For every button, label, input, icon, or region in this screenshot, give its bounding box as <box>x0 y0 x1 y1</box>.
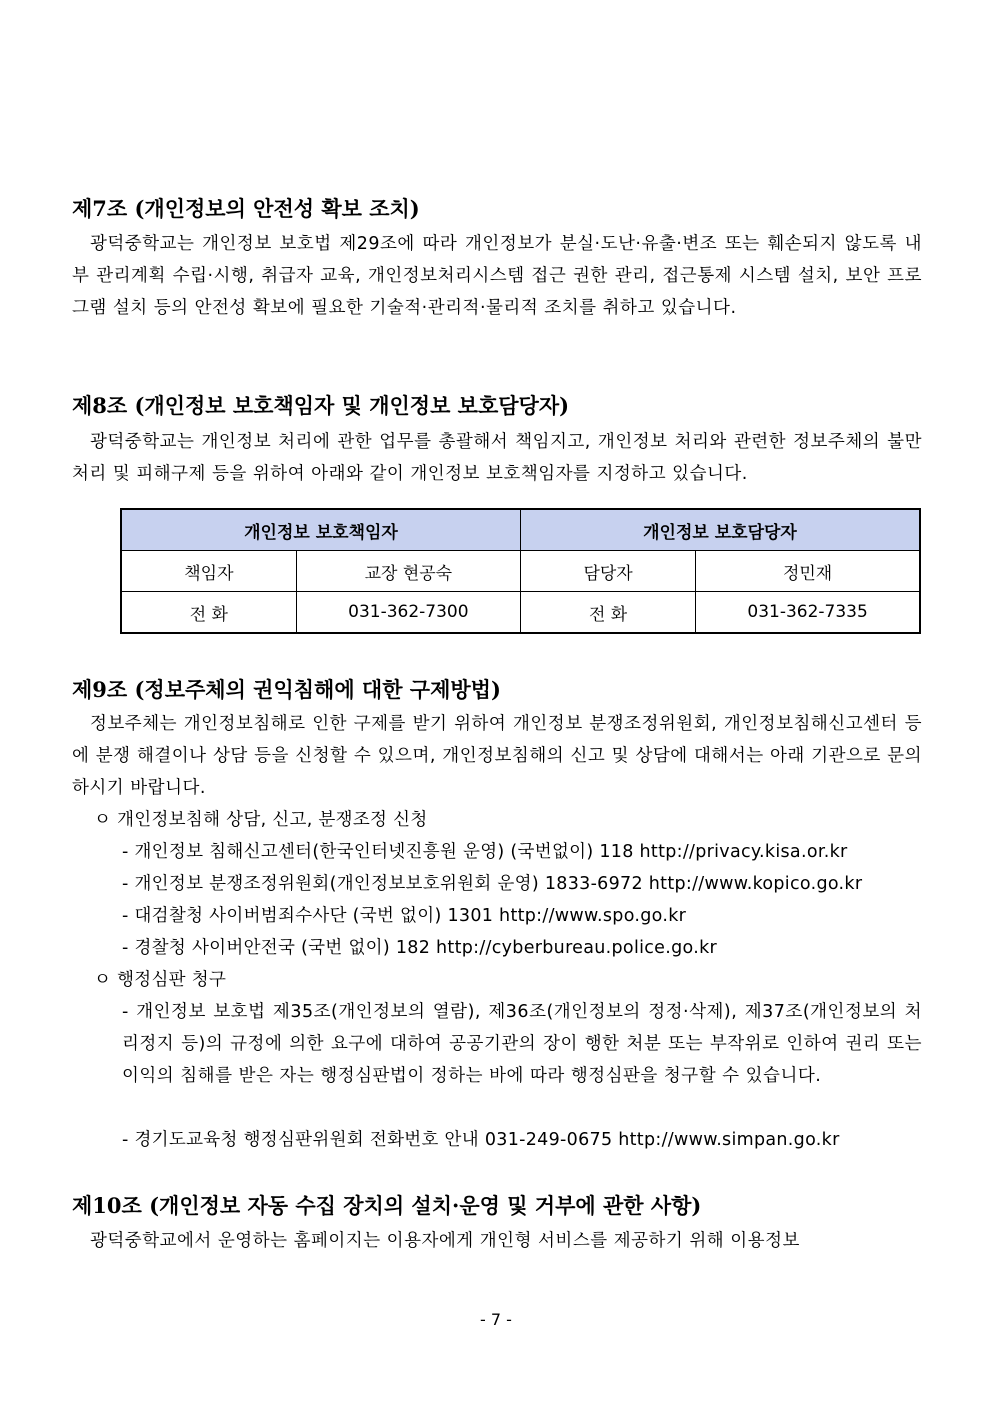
list-item: - 경기도교육청 행정심판위원회 전화번호 안내 031-249-0675 http://www.simpan.go.kr <box>122 1130 840 1150</box>
section-9-heading: 제9조 (정보주체의 권익침해에 대한 구제방법) <box>72 677 501 702</box>
list-item: - 대검찰청 사이버범죄수사단 (국번 없이) 1301 http://www.spo.go.kr <box>122 906 687 926</box>
section-8-heading: 제8조 (개인정보 보호책임자 및 개인정보 보호담당자) <box>72 393 570 418</box>
table-cell: 031-362-7335 <box>696 592 920 634</box>
table-header-row <box>121 509 920 551</box>
appeal-group-title: ㅇ 행정심판 청구 <box>94 970 227 990</box>
section-7-heading: 제7조 (개인정보의 안전성 확보 조치) <box>72 196 420 221</box>
table-cell: 담당자 <box>520 551 695 592</box>
privacy-officer-table <box>120 508 921 634</box>
section-7-body: 광덕중학교는 개인정보 보호법 제29조에 따라 개인정보가 분실·도난·유출·변조 또는 훼손되지 않도록 내부 관리계획 수립·시행, 취급자 교육, 개인정보처리시스템 접근 권한 관리, 접근통제 시스템 설치, 보안 프로그램 설치 등의 안전성 확보에 필요한 기술적·관리적·물리적 조치를 취하고 있습니다. <box>72 234 922 318</box>
section-10-body: 광덕중학교에서 운영하는 홈페이지는 이용자에게 개인형 서비스를 제공하기 위해 이용정보 <box>90 1231 800 1251</box>
table-cell: 책임자 <box>121 551 296 592</box>
section-9-body: 정보주체는 개인정보침해로 인한 구제를 받기 위하여 개인정보 분쟁조정위원회, 개인정보침해신고센터 등에 분쟁 해결이나 상담 등을 신청할 수 있으며, 개인정보침해의 신고 및 상담에 대해서는 아래 기관으로 문의하시기 바랍니다. <box>72 714 922 798</box>
table-cell: 전 화 <box>121 592 296 634</box>
list-item: - 개인정보 보호법 제35조(개인정보의 열람), 제36조(개인정보의 정정·삭제), 제37조(개인정보의 처리정지 등)의 규정에 의한 요구에 대하여 공공기관의 장이 행한 처분 또는 부작위로 인하여 권리 또는 이익의 침해를 받은 자는 행정심판법이 정하는 바에 따라 행정심판을 청구할 수 있습니다. <box>122 1002 922 1086</box>
table-cell: 031-362-7300 <box>296 592 520 634</box>
section-8-body: 광덕중학교는 개인정보 처리에 관한 업무를 총괄해서 책임지고, 개인정보 처리와 관련한 정보주체의 불만처리 및 피해구제 등을 위하여 아래와 같이 개인정보 보호책임자를 지정하고 있습니다. <box>72 432 922 484</box>
table-row <box>121 551 920 592</box>
list-item: - 경찰청 사이버안전국 (국번 없이) 182 http://cyberbureau.police.go.kr <box>122 938 718 958</box>
list-item: - 개인정보 침해신고센터(한국인터넷진흥원 운영) (국번없이) 118 http://privacy.kisa.or.kr <box>122 842 848 862</box>
page-number: - 7 - <box>480 1310 512 1329</box>
table-cell: 교장 현공숙 <box>296 551 520 592</box>
table-header-officer: 개인정보 보호책임자 <box>121 509 520 551</box>
table-cell: 정민재 <box>696 551 920 592</box>
list-item: - 개인정보 분쟁조정위원회(개인정보보호위원회 운영) 1833-6972 http://www.kopico.go.kr <box>122 874 863 894</box>
remedy-group-title: ㅇ 개인정보침해 상담, 신고, 분쟁조정 신청 <box>94 810 428 830</box>
section-10-heading: 제10조 (개인정보 자동 수집 장치의 설치·운영 및 거부에 관한 사항) <box>72 1193 702 1218</box>
table-header-manager: 개인정보 보호담당자 <box>520 509 920 551</box>
table-cell: 전 화 <box>520 592 695 634</box>
table-row <box>121 592 920 634</box>
